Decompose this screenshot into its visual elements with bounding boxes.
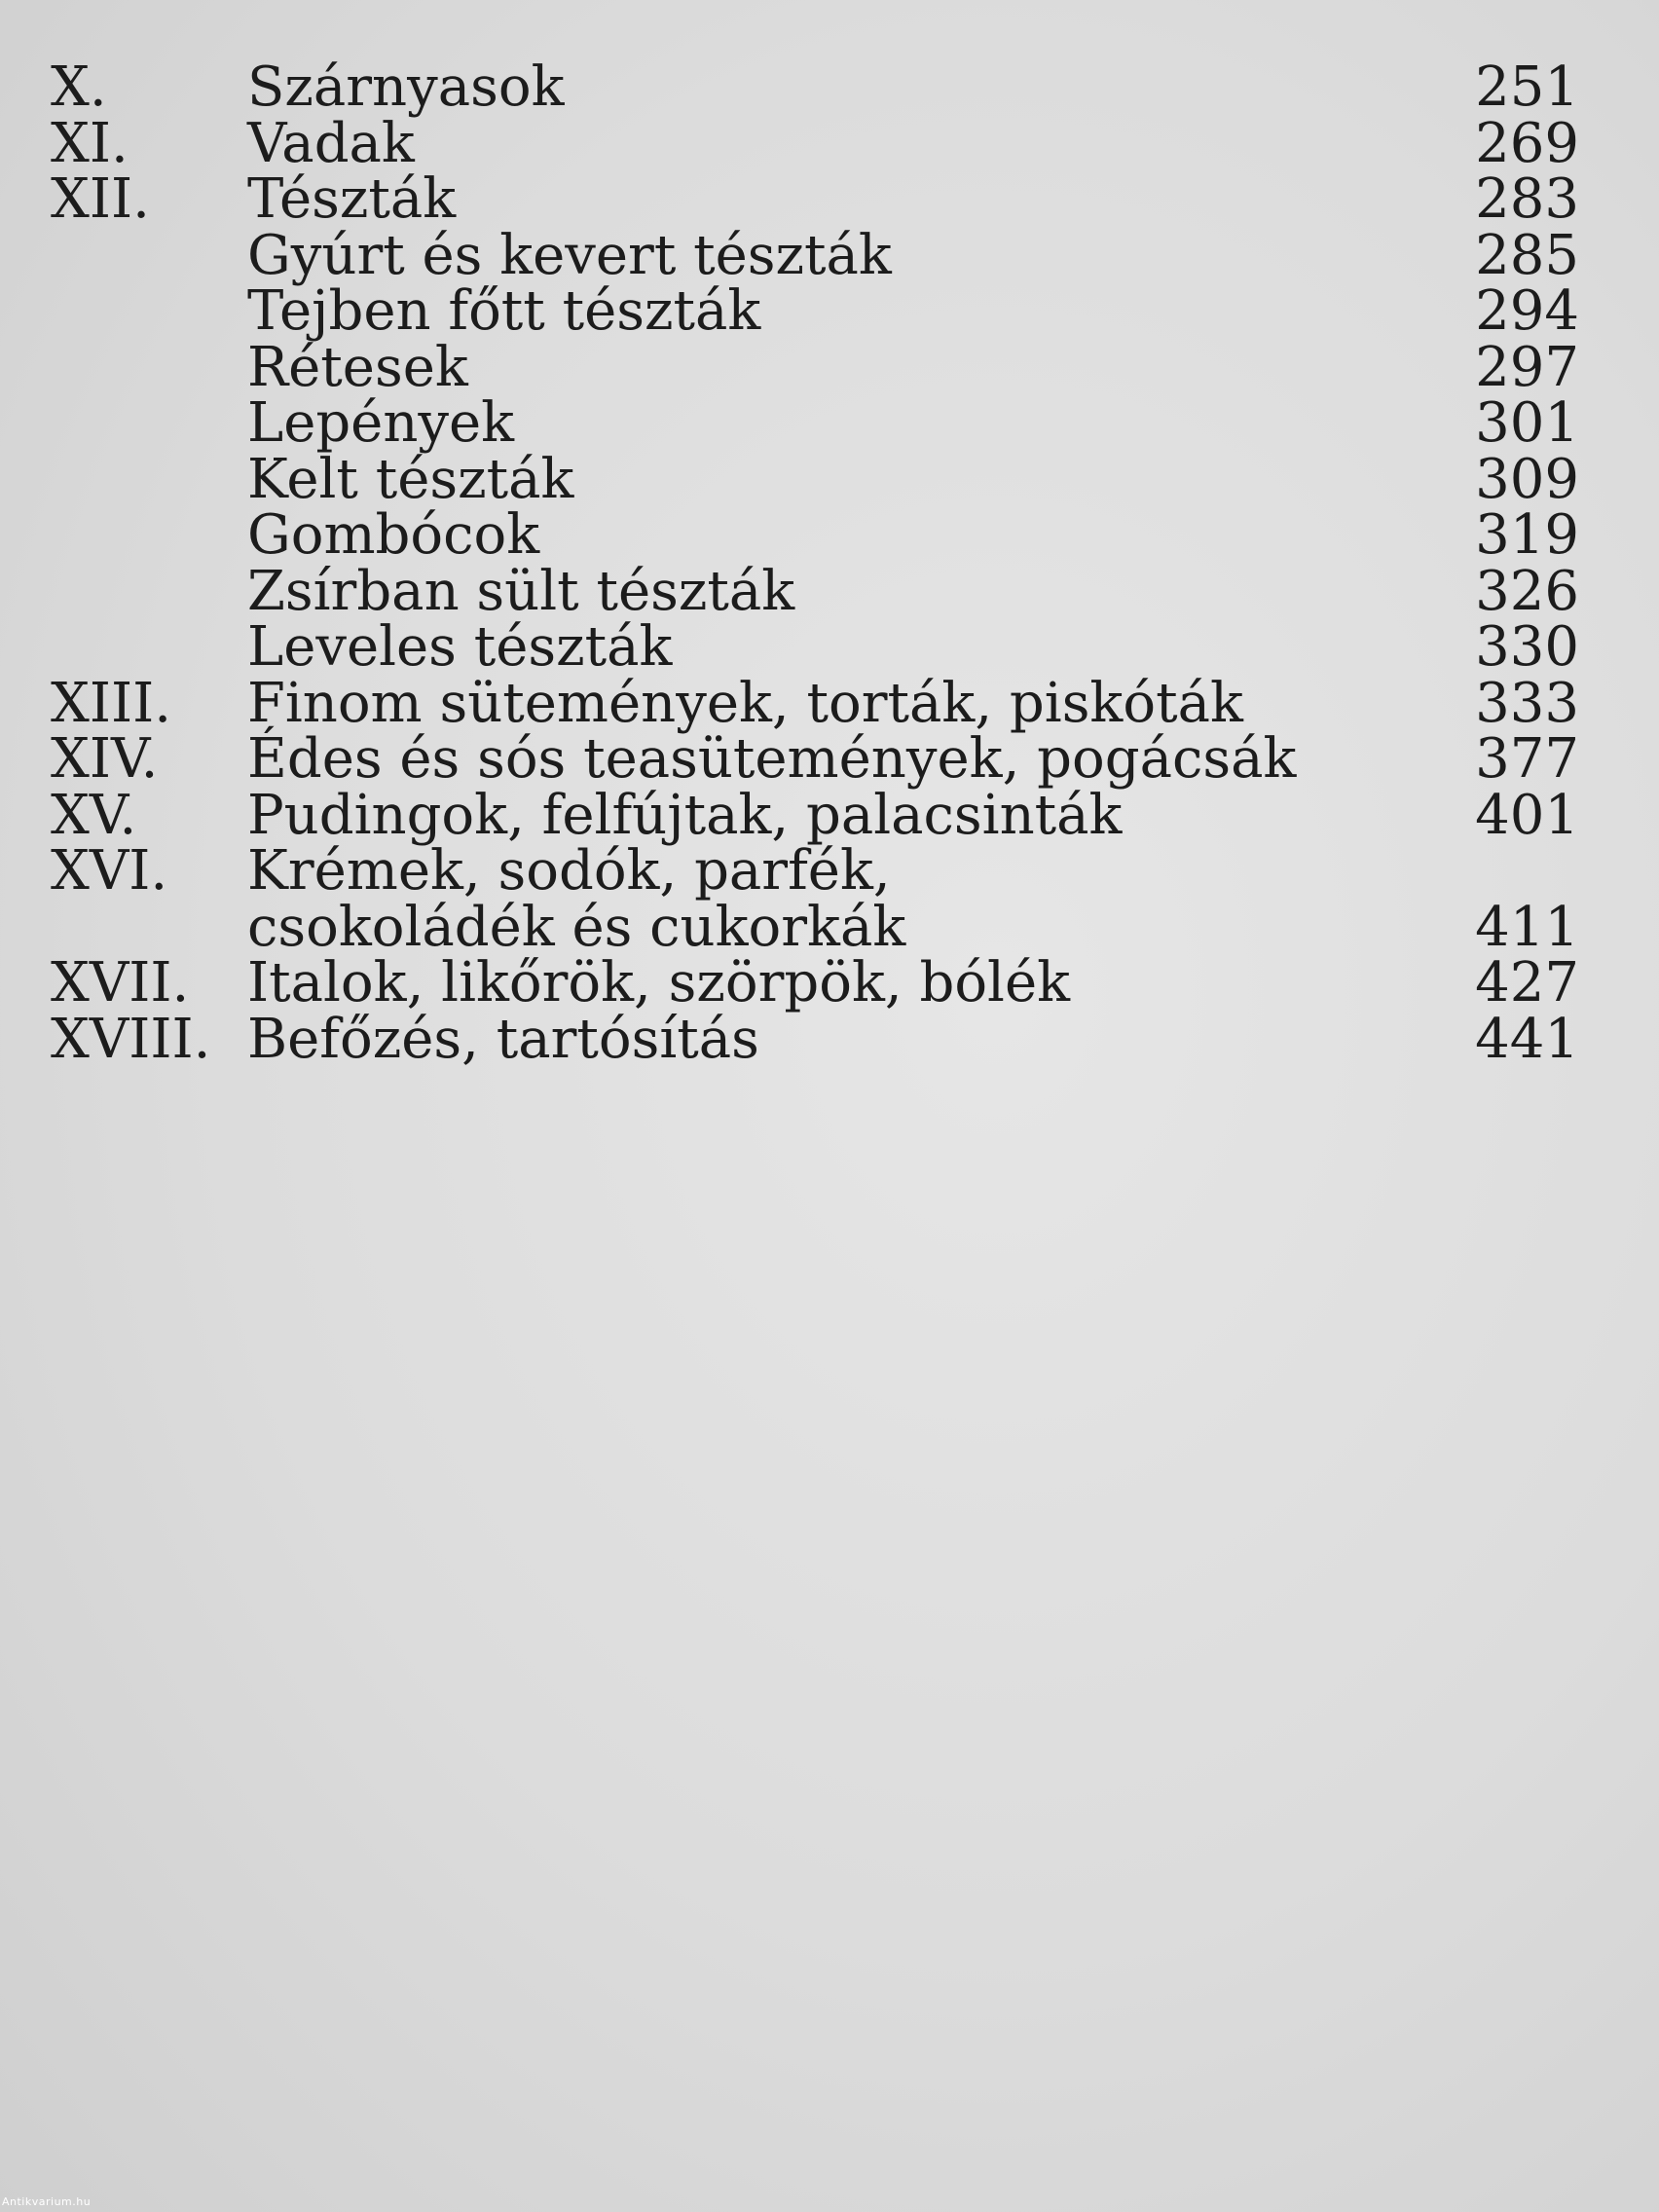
chapter-title: csokoládék és cukorkák — [247, 895, 906, 959]
chapter-number: XIV. — [51, 727, 159, 791]
page-number: 251 — [1475, 55, 1579, 119]
page-number: 326 — [1475, 559, 1579, 623]
chapter-number: XVI. — [51, 839, 168, 903]
page-number: 427 — [1475, 951, 1579, 1014]
chapter-title: Kelt tészták — [247, 447, 574, 511]
chapter-title: Rétesek — [247, 335, 468, 399]
chapter-title: Gyúrt és kevert tészták — [247, 223, 892, 287]
chapter-number: XIII. — [51, 671, 172, 735]
chapter-title: Italok, likőrök, szörpök, bólék — [247, 951, 1071, 1014]
page-number: 283 — [1475, 167, 1579, 231]
chapter-title: Vadak — [247, 111, 415, 175]
chapter-title: Leveles tészták — [247, 615, 673, 679]
chapter-title: Tészták — [247, 167, 457, 231]
toc-entry — [0, 999, 1659, 1081]
chapter-title: Pudingok, felfújtak, palacsinták — [247, 783, 1123, 847]
chapter-number: XV. — [51, 783, 137, 847]
page-number: 319 — [1475, 503, 1579, 567]
chapter-title: Gombócok — [247, 503, 540, 567]
chapter-number: XI. — [51, 111, 129, 175]
chapter-number: XVII. — [51, 951, 190, 1014]
page-number: 269 — [1475, 111, 1579, 175]
chapter-title: Befőzés, tartósítás — [247, 1007, 759, 1071]
chapter-title: Lepények — [247, 391, 515, 455]
chapter-title: Zsírban sült tészták — [247, 559, 795, 623]
chapter-title: Édes és sós teasütemények, pogácsák — [247, 727, 1297, 791]
page-number: 301 — [1475, 391, 1579, 455]
chapter-title: Tejben főtt tészták — [247, 279, 761, 343]
page-number: 401 — [1475, 783, 1579, 847]
page-number: 411 — [1475, 895, 1579, 959]
chapter-number: X. — [51, 55, 107, 119]
page-number: 333 — [1475, 671, 1579, 735]
chapter-number: XVIII. — [51, 1007, 211, 1071]
page-number: 330 — [1475, 615, 1579, 679]
chapter-title: Finom sütemények, torták, piskóták — [247, 671, 1243, 735]
chapter-number: XII. — [51, 167, 150, 231]
watermark: Antikvarium.hu — [2, 2195, 92, 2208]
chapter-title: Krémek, sodók, parfék, — [247, 839, 891, 903]
page-number: 377 — [1475, 727, 1579, 791]
page-number: 285 — [1475, 223, 1579, 287]
page-number: 297 — [1475, 335, 1579, 399]
chapter-title: Szárnyasok — [247, 55, 565, 119]
page-number: 294 — [1475, 279, 1579, 343]
page-number: 309 — [1475, 447, 1579, 511]
page-number: 441 — [1475, 1007, 1579, 1071]
